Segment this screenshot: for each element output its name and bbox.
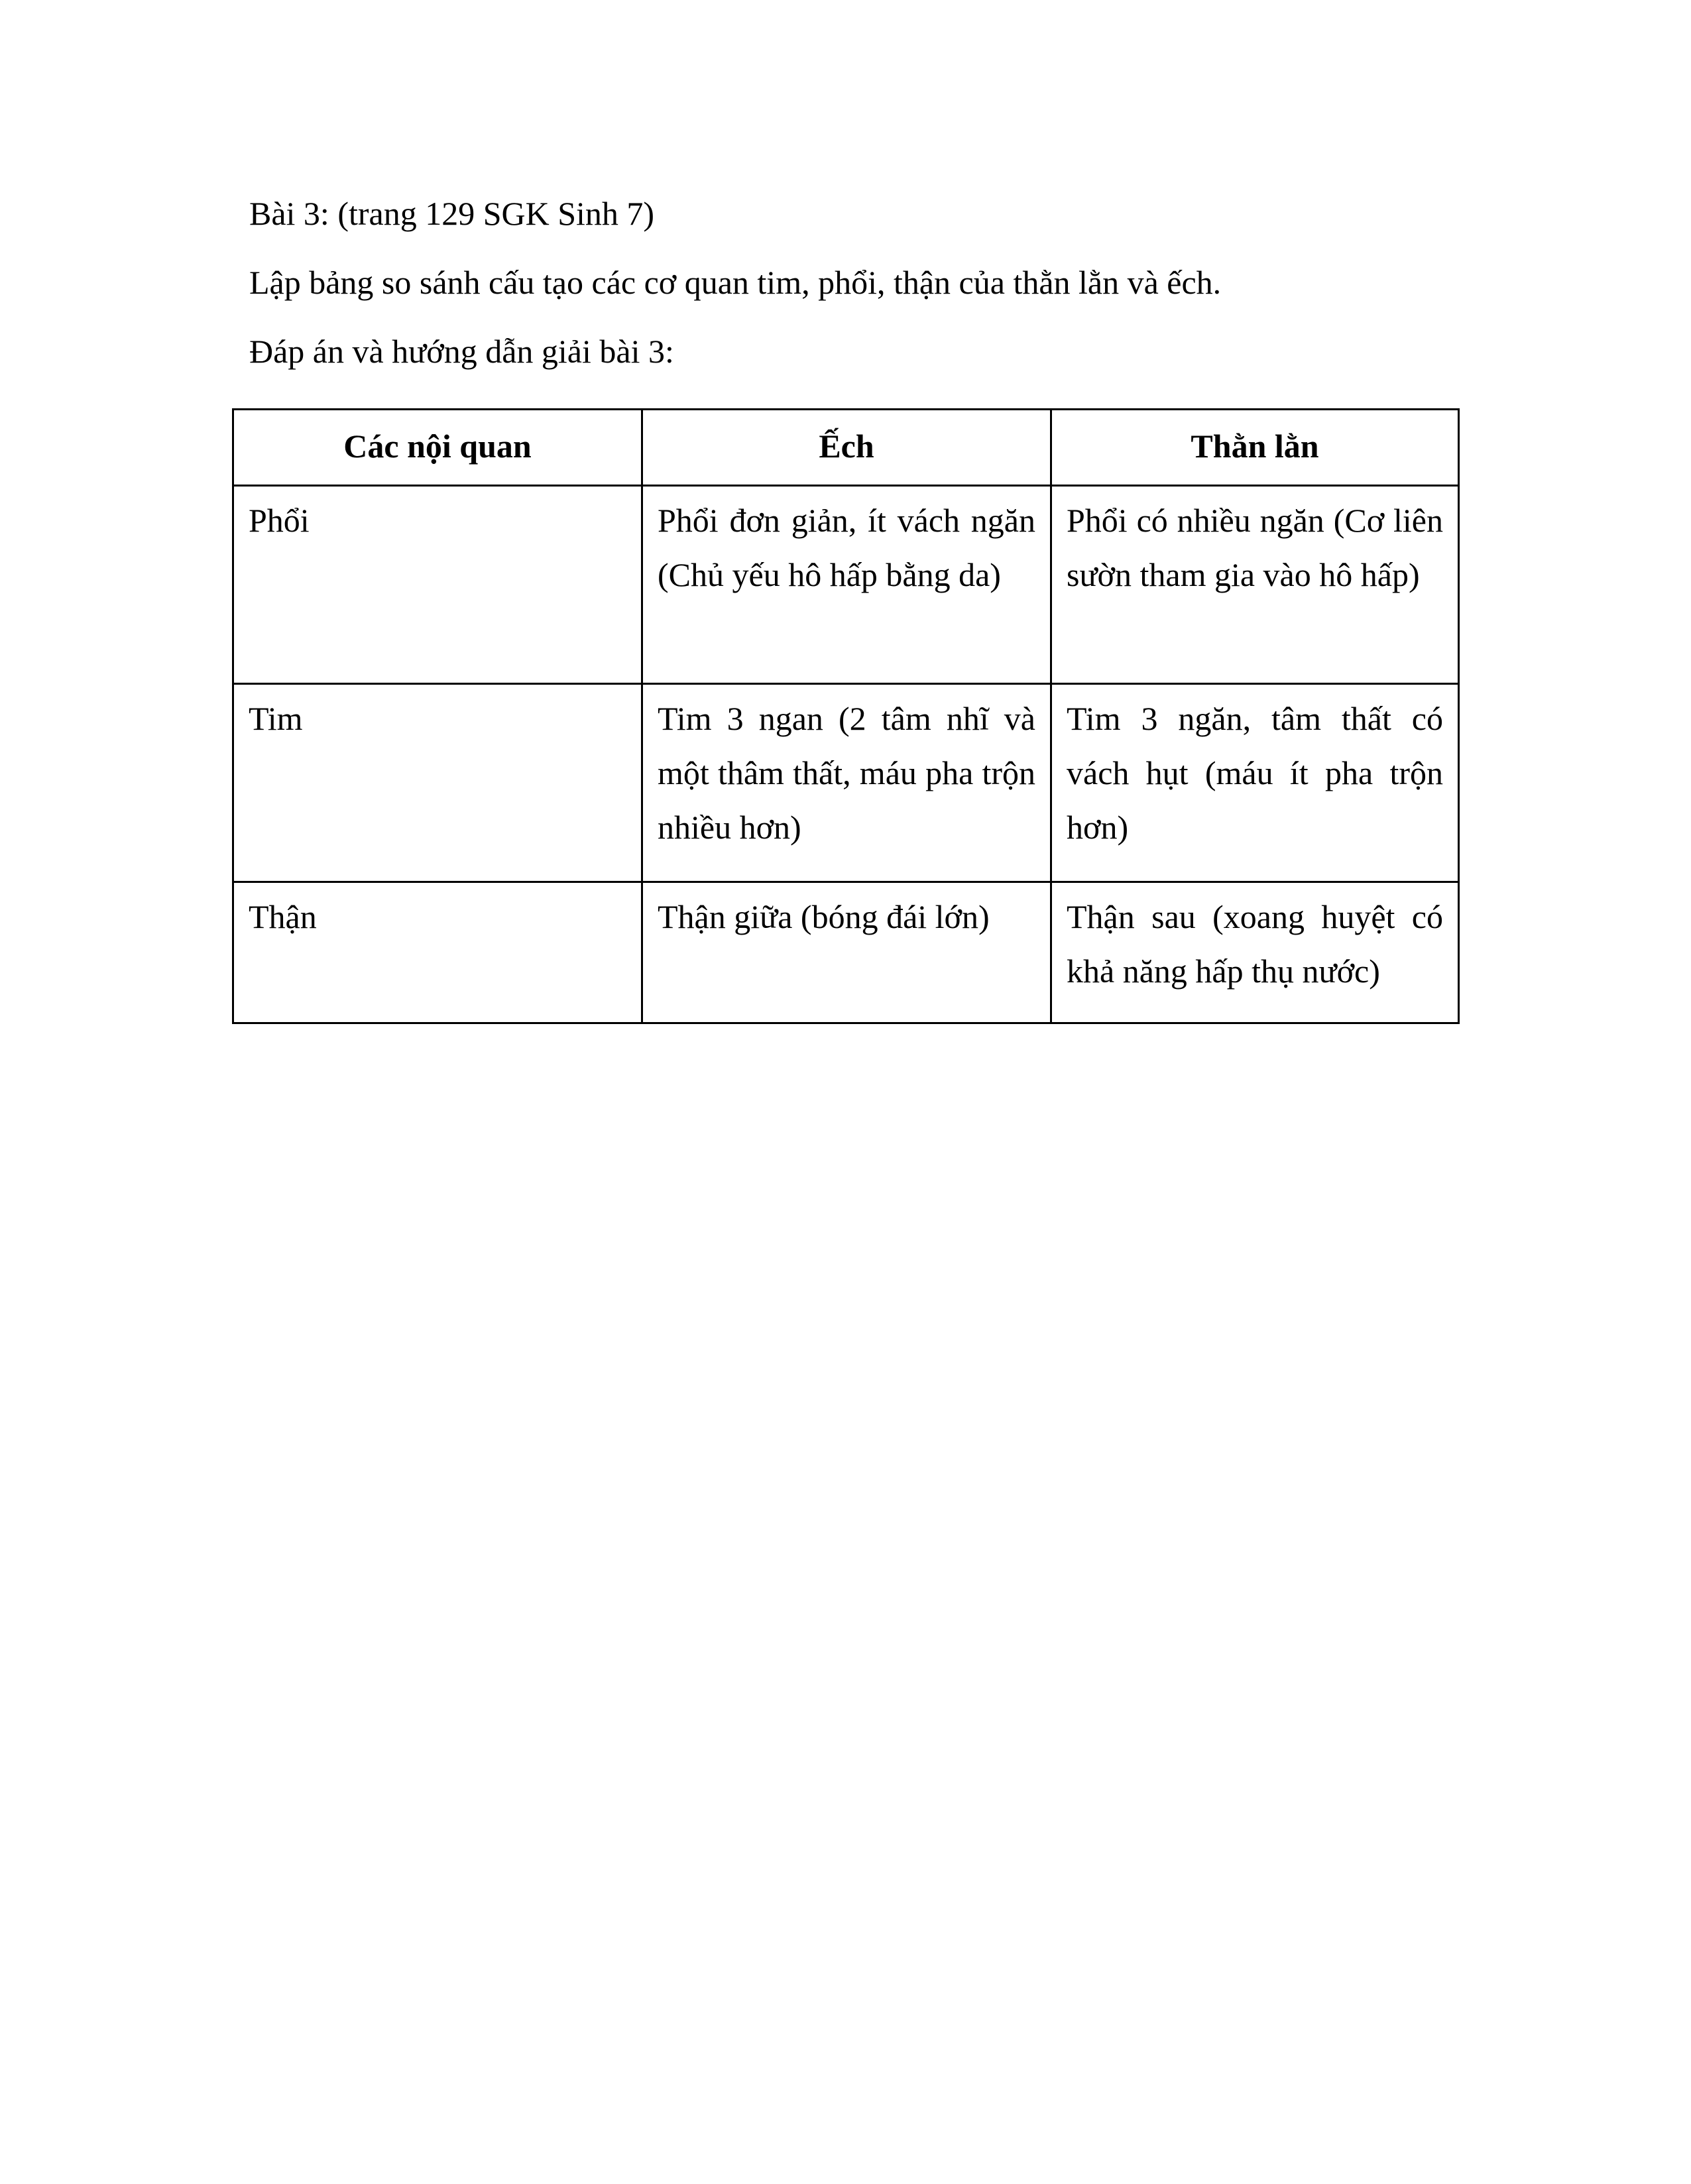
row-heart-organ: Tim	[233, 684, 642, 882]
row-kidney-organ: Thận	[233, 882, 642, 1023]
row-lungs-lizard: Phổi có nhiều ngăn (Cơ liên sườn tham gia vào hô hấp)	[1051, 486, 1459, 684]
row-heart-lizard: Tim 3 ngăn, tâm thất có vách hụt (máu ít pha trộn hơn)	[1051, 684, 1459, 882]
table-header-row	[233, 410, 1459, 486]
document-body	[249, 192, 1442, 373]
table-row	[233, 882, 1459, 1023]
row-heart-frog: Tim 3 ngan (2 tâm nhĩ và một thâm thất, máu pha trộn nhiều hơn)	[642, 684, 1051, 882]
table-row	[233, 486, 1459, 684]
table-row	[233, 684, 1459, 882]
row-lungs-frog: Phổi đơn giản, ít vách ngăn (Chủ yếu hô hấp bằng da)	[642, 486, 1051, 684]
row-lungs-organ: Phổi	[233, 486, 642, 684]
row-kidney-frog: Thận giữa (bóng đái lớn)	[642, 882, 1051, 1023]
row-kidney-lizard: Thận sau (xoang huyệt có khả năng hấp thụ nước)	[1051, 882, 1459, 1023]
comparison-table-container	[232, 408, 1458, 1024]
exercise-title: Bài 3: (trang 129 SGK Sinh 7)	[249, 195, 655, 232]
header-lizard: Thằn lằn	[1051, 410, 1459, 486]
comparison-table	[232, 408, 1460, 1024]
exercise-prompt: Lập bảng so sánh cấu tạo các cơ quan tim, phổi, thận của thằn lằn và ếch.	[249, 264, 1222, 301]
header-frog: Ếch	[642, 410, 1051, 486]
answer-heading: Đáp án và hướng dẫn giải bài 3:	[249, 333, 674, 370]
header-organs: Các nội quan	[233, 410, 642, 486]
